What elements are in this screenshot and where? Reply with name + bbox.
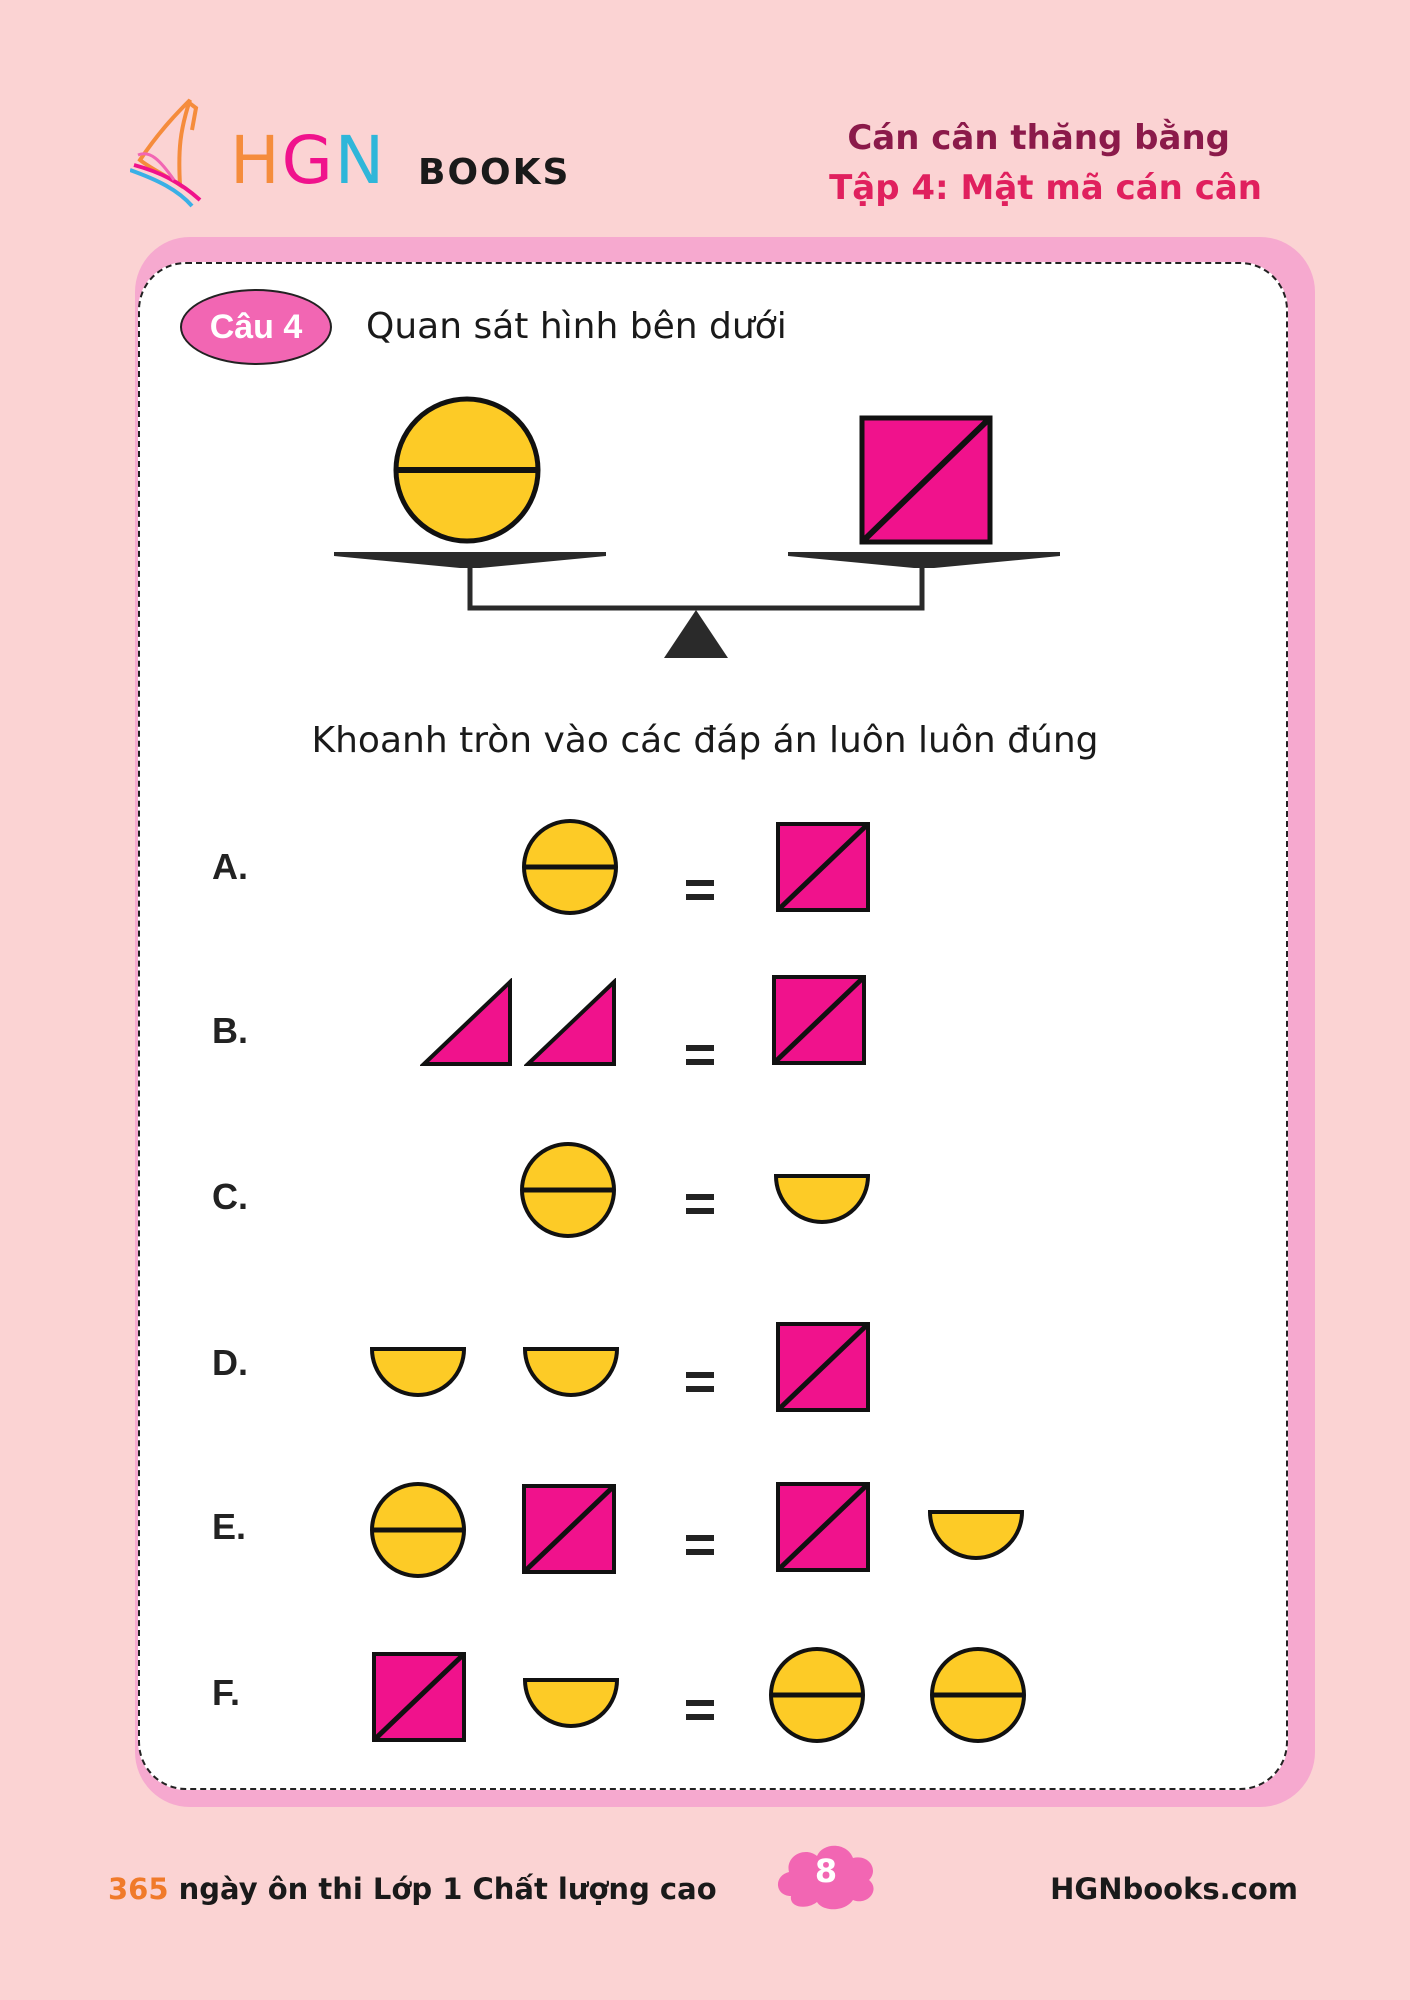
equals-sign — [686, 880, 716, 902]
square-icon — [522, 1484, 616, 1574]
instruction-text: Khoanh tròn vào các đáp án luôn luôn đúng — [311, 720, 1099, 761]
equals-sign — [686, 1700, 716, 1722]
book-pages-icon — [130, 90, 240, 210]
triangle-icon — [420, 978, 514, 1068]
square-icon — [776, 822, 870, 912]
half-circle-icon — [521, 1345, 621, 1399]
option-a-label[interactable]: A. — [212, 846, 248, 887]
logo-subtext: BOOKS — [418, 152, 571, 193]
half-circle-icon — [368, 1345, 468, 1399]
volume-title: Tập 4: Mật mã cán cân — [829, 168, 1262, 208]
circle-icon — [518, 1140, 618, 1240]
square-icon — [772, 975, 866, 1065]
scale-beam — [334, 552, 1060, 658]
question-number-badge: Câu 4 — [180, 289, 332, 365]
circle-icon — [767, 1645, 867, 1745]
equals-sign — [686, 1372, 716, 1394]
square-icon — [776, 1482, 870, 1572]
hgn-books-logo — [130, 90, 590, 210]
option-d-label[interactable]: D. — [212, 1342, 248, 1383]
equals-sign — [686, 1194, 716, 1216]
square-icon — [776, 1322, 870, 1412]
option-e-label[interactable]: E. — [212, 1506, 247, 1547]
circle-icon — [520, 817, 620, 917]
website-link[interactable]: HGNbooks.com — [1050, 1872, 1298, 1906]
scale-square-icon — [862, 418, 990, 542]
logo-wordmark: HGN — [230, 122, 387, 199]
half-circle-icon — [926, 1508, 1026, 1562]
option-f-label[interactable]: F. — [212, 1672, 241, 1713]
circle-icon — [928, 1645, 1028, 1745]
equals-sign — [686, 1045, 716, 1067]
page-number: 8 — [814, 1852, 838, 1890]
balance-scale-illustration — [320, 390, 1080, 670]
page-number-badge — [771, 1836, 881, 1916]
triangle-icon — [524, 978, 618, 1068]
footer-tagline — [108, 1872, 717, 1906]
square-icon — [372, 1652, 466, 1742]
option-b-label[interactable]: B. — [212, 1010, 248, 1051]
circle-icon — [368, 1480, 468, 1580]
footer-days-number: 365 — [108, 1872, 169, 1906]
scale-circle-icon — [396, 399, 538, 541]
equals-sign — [686, 1535, 716, 1557]
footer-tagline-text: ngày ôn thi Lớp 1 Chất lượng cao — [168, 1872, 717, 1906]
option-c-label[interactable]: C. — [212, 1176, 248, 1217]
question-prompt: Quan sát hình bên dưới — [366, 306, 787, 347]
half-circle-icon — [772, 1172, 872, 1226]
half-circle-icon — [521, 1676, 621, 1730]
series-title: Cán cân thăng bằng — [847, 118, 1230, 158]
